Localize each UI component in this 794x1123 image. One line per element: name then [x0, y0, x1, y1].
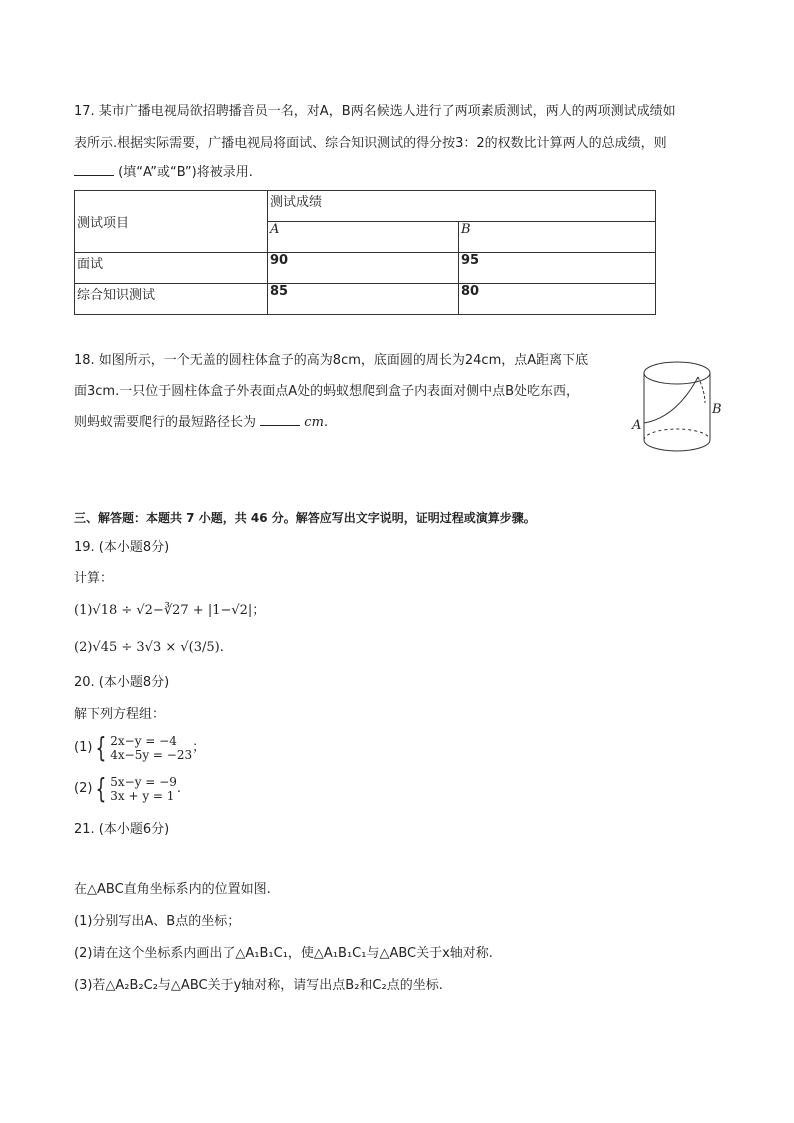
- q21-head: 21. (本小题6分): [74, 822, 170, 837]
- q20-part2: [74, 772, 181, 805]
- cylinder-bottom-back: [644, 429, 710, 440]
- cylinder-top-ellipse: [644, 362, 710, 384]
- q19-instr: 计算：: [74, 571, 114, 586]
- q19-part1: (1)√18 ÷ √2−∛27 + |1−√2|；: [74, 603, 266, 618]
- brace-icon: {: [95, 731, 107, 764]
- q21-part1: (1)分别写出A、B点的坐标；: [74, 914, 241, 929]
- q18-line2: 面3cm.一只位于圆柱体盒子外表面点A处的蚂蚁想爬到盒子内表面对侧中点B处吃东西，: [74, 384, 580, 399]
- q18-line3-prefix: 则蚂蚁需要爬行的最短路径长为: [74, 415, 257, 430]
- table-row: [75, 253, 656, 284]
- table-cell-a: 90: [268, 253, 459, 284]
- q18-line3-suffix: cm.: [304, 415, 329, 430]
- q21-part3: (3)若△A₂B₂C₂与△ABC关于y轴对称，请写出点B₂和C₂点的坐标.: [74, 978, 443, 993]
- table-header-item: 测试项目: [75, 191, 268, 253]
- table-header-score: 测试成绩: [268, 191, 656, 222]
- q20-part2-end: .: [176, 781, 181, 796]
- section-title: 三、解答题：本题共 7 小题，共 46 分。解答应写出文字说明，证明过程或演算步骤。: [74, 511, 536, 525]
- q20-instr: 解下列方程组：: [74, 707, 166, 722]
- equation-2: 4x−5y = −23: [110, 748, 193, 762]
- q18-line3: [74, 413, 328, 433]
- q17-line2: 表所示.根据实际需要，广播电视局将面试、综合知识测试的得分按3：2的权数比计算两人的总成绩，则: [74, 136, 667, 151]
- q20-part1: [74, 731, 206, 764]
- score-table: [74, 190, 656, 315]
- q19-head: 19. (本小题8分): [74, 540, 170, 555]
- table-row: [75, 284, 656, 315]
- q20-head: 20. (本小题8分): [74, 675, 170, 690]
- table-cell-b: 95: [459, 253, 656, 284]
- equation-system: [110, 775, 177, 803]
- cylinder-bottom-front: [644, 440, 710, 451]
- q17-line1: 17. 某市广播电视局欲招聘播音员一名，对A，B两名候选人进行了两项素质测试，两人的两项测试成绩如: [74, 104, 676, 119]
- q18-line1: 18. 如图所示，一个无盖的圆柱体盒子的高为8cm，底面圆的周长为24cm，点A距离下底: [74, 353, 589, 368]
- label-a: A: [632, 418, 642, 433]
- brace-icon: {: [95, 772, 107, 805]
- q17-line3: [74, 163, 253, 183]
- q20-part2-label: (2): [74, 781, 93, 796]
- q17-line3-suffix: (填“A”或“B”)将被录用.: [118, 165, 253, 180]
- table-cell-item: 面试: [75, 253, 268, 284]
- table-cell-a: 85: [268, 284, 459, 315]
- q20-part1-end: ；: [192, 740, 206, 755]
- equation-1: 2x−y = −4: [110, 734, 177, 748]
- q21-intro: 在△ABC直角坐标系内的位置如图.: [74, 882, 271, 897]
- table-cell-b: 80: [459, 284, 656, 315]
- answer-blank: [260, 413, 300, 426]
- table-cell-item: 综合知识测试: [75, 284, 268, 315]
- equation-2: 3x + y = 1: [110, 789, 175, 803]
- cylinder-figure: [628, 355, 728, 460]
- table-col-a: A: [268, 222, 459, 253]
- equation-system: [110, 734, 192, 762]
- q20-part1-label: (1): [74, 740, 93, 755]
- table-col-b: B: [459, 222, 656, 253]
- q19-part2: (2)√45 ÷ 3√3 × √(3/5).: [74, 640, 224, 655]
- label-b: B: [712, 402, 722, 417]
- answer-blank: [74, 163, 114, 176]
- q21-part2: (2)请在这个坐标系内画出了△A₁B₁C₁，使△A₁B₁C₁与△ABC关于x轴对称.: [74, 946, 493, 961]
- equation-1: 5x−y = −9: [110, 775, 177, 789]
